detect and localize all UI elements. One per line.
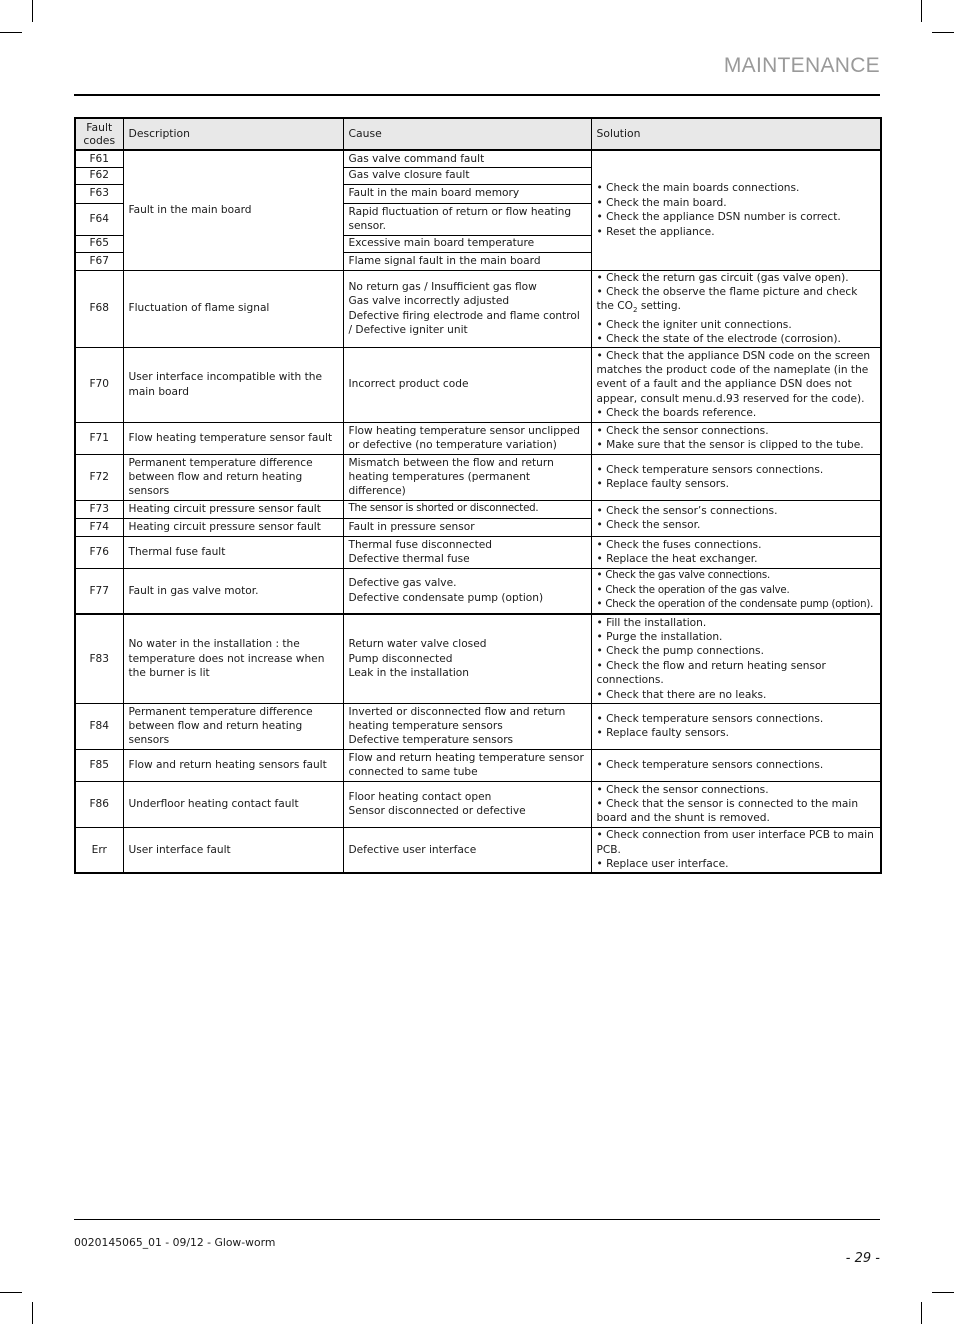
fault-solution xyxy=(591,536,881,568)
document-reference: 0020145065_01 - 09/12 - Glow-worm xyxy=(74,1236,276,1249)
solution-line: • Check that the sensor is connected to the main board and the shunt is removed. xyxy=(596,797,859,825)
solution-line: • Check the sensor’s connections. xyxy=(596,504,778,517)
fault-description: No water in the installation : the temperature does not increase when the burner is lit xyxy=(123,614,343,703)
table-row xyxy=(75,749,881,781)
table-row xyxy=(75,422,881,454)
cause-line: Pump disconnected xyxy=(348,652,453,665)
fault-cause: Flame signal fault in the main board xyxy=(343,252,591,270)
table-row xyxy=(75,500,881,518)
fault-description: Underfloor heating contact fault xyxy=(123,781,343,827)
fault-solution xyxy=(591,454,881,500)
solution-line: • Check the state of the electrode (corrosion). xyxy=(596,333,841,346)
fault-code: F73 xyxy=(75,500,123,518)
cause-line: Gas valve incorrectly adjusted xyxy=(348,295,510,308)
cause-line: Thermal fuse disconnected xyxy=(348,538,493,551)
solution-line: • Check the sensor. xyxy=(596,519,701,532)
fault-solution xyxy=(591,749,881,781)
table-header-row xyxy=(75,118,881,150)
fault-code: F63 xyxy=(75,184,123,203)
crop-mark xyxy=(32,1302,33,1324)
fault-cause: Flow heating temperature sensor unclipped or defective (no temperature variation) xyxy=(343,422,591,454)
solution-line: • Purge the installation. xyxy=(596,631,723,644)
cause-line: Defective temperature sensors xyxy=(348,734,514,747)
fault-description: User interface incompatible with the main board xyxy=(123,347,343,422)
cause-line: Defective thermal fuse xyxy=(348,553,470,566)
fault-cause: Fault in the main board memory xyxy=(343,184,591,203)
solution-line: • Check the main board. xyxy=(596,196,727,209)
crop-mark xyxy=(0,32,22,33)
fault-solution xyxy=(591,422,881,454)
fault-description: Fault in gas valve motor. xyxy=(123,568,343,614)
fault-cause xyxy=(343,568,591,614)
fault-cause: Mismatch between the flow and return heating temperatures (permanent difference) xyxy=(343,454,591,500)
fault-cause: Fault in pressure sensor xyxy=(343,518,591,536)
fault-description: Permanent temperature difference between flow and return heating sensors xyxy=(123,703,343,749)
fault-code: F71 xyxy=(75,422,123,454)
fault-cause xyxy=(343,703,591,749)
table-row xyxy=(75,827,881,873)
fault-description: Thermal fuse fault xyxy=(123,536,343,568)
crop-mark xyxy=(0,1292,22,1293)
fault-code: F86 xyxy=(75,781,123,827)
solution-line: • Check the appliance DSN number is correct. xyxy=(596,211,841,224)
fault-solution xyxy=(591,150,881,270)
solution-line: • Check that the appliance DSN code on the screen matches the product code of the nameplate (in the event of a fault and the appliance DSN does not appear, consult menu.d.93 reserved for the code). xyxy=(596,349,871,405)
cause-line: No return gas / Insufficient gas flow xyxy=(348,280,537,293)
fault-description: Flow and return heating sensors fault xyxy=(123,749,343,781)
solution-line: • Replace the heat exchanger. xyxy=(596,553,758,566)
fault-cause: Defective user interface xyxy=(343,827,591,873)
table-row xyxy=(75,150,881,167)
table-row xyxy=(75,347,881,422)
solution-line: • Check the pump connections. xyxy=(596,645,764,658)
solution-line: • Check the return gas circuit (gas valve open). xyxy=(596,271,849,284)
solution-line: • Check temperature sensors connections. xyxy=(596,758,824,771)
fault-description: Heating circuit pressure sensor fault xyxy=(123,500,343,518)
table-row xyxy=(75,270,881,347)
solution-line: • Replace faulty sensors. xyxy=(596,478,730,491)
solution-line: • Fill the installation. xyxy=(596,616,707,629)
cause-line: Leak in the installation xyxy=(348,667,469,680)
crop-mark xyxy=(921,0,922,22)
fault-description: User interface fault xyxy=(123,827,343,873)
table-row xyxy=(75,454,881,500)
crop-mark xyxy=(921,1302,922,1324)
fault-solution xyxy=(591,827,881,873)
fault-code: F84 xyxy=(75,703,123,749)
fault-cause: Flow and return heating temperature sensor connected to same tube xyxy=(343,749,591,781)
fault-description: Heating circuit pressure sensor fault xyxy=(123,518,343,536)
fault-solution xyxy=(591,270,881,347)
solution-line xyxy=(597,285,876,318)
fault-code: F77 xyxy=(75,568,123,614)
solution-line: • Check the main boards connections. xyxy=(596,182,800,195)
cause-line: Defective firing electrode and flame control / Defective igniter unit xyxy=(348,309,580,336)
fault-code: F67 xyxy=(75,252,123,270)
header-fault-codes: Fault codes xyxy=(75,118,123,150)
fault-solution xyxy=(591,347,881,422)
fault-code: F74 xyxy=(75,518,123,536)
header-cause: Cause xyxy=(343,118,591,150)
solution-line: • Check temperature sensors connections. xyxy=(596,463,824,476)
crop-mark xyxy=(932,1292,954,1293)
solution-line: • Replace user interface. xyxy=(596,858,729,871)
fault-cause: Excessive main board temperature xyxy=(343,235,591,252)
fault-code: F61 xyxy=(75,150,123,167)
solution-text: setting. xyxy=(637,300,681,313)
solution-line: • Check the boards reference. xyxy=(596,407,757,420)
cause-line: Floor heating contact open xyxy=(348,790,492,803)
crop-mark xyxy=(932,32,954,33)
cause-line: Defective gas valve. xyxy=(348,577,457,590)
fault-cause xyxy=(343,614,591,703)
table-row xyxy=(75,781,881,827)
fault-code: F85 xyxy=(75,749,123,781)
table-row xyxy=(75,568,881,614)
fault-cause xyxy=(343,270,591,347)
fault-cause: The sensor is shorted or disconnected. xyxy=(343,500,591,518)
fault-description: Fluctuation of flame signal xyxy=(123,270,343,347)
footer-divider xyxy=(74,1219,880,1220)
fault-cause xyxy=(343,781,591,827)
solution-line: • Check the flow and return heating sensor connections. xyxy=(596,659,826,687)
solution-line: • Check that there are no leaks. xyxy=(596,688,767,701)
table-row xyxy=(75,703,881,749)
crop-mark xyxy=(32,0,33,22)
fault-codes-table xyxy=(74,117,882,874)
solution-line: • Check the fuses connections. xyxy=(596,538,762,551)
solution-line: • Check connection from user interface PCB to main PCB. xyxy=(596,829,874,856)
solution-line: • Check the sensor connections. xyxy=(596,424,769,437)
fault-code: F72 xyxy=(75,454,123,500)
fault-solution xyxy=(591,614,881,703)
fault-code: F68 xyxy=(75,270,123,347)
fault-cause: Rapid fluctuation of return or flow heating sensor. xyxy=(343,203,591,235)
fault-solution xyxy=(591,781,881,827)
solution-line: • Check temperature sensors connections. xyxy=(596,712,824,725)
co2-subscript: 2 xyxy=(633,306,638,315)
solution-text: • Check the observe the flame picture and check the CO xyxy=(596,285,858,313)
fault-cause: Gas valve closure fault xyxy=(343,167,591,184)
fault-code: F76 xyxy=(75,536,123,568)
header-solution: Solution xyxy=(591,118,881,150)
header-divider xyxy=(74,94,880,96)
fault-cause: Incorrect product code xyxy=(343,347,591,422)
fault-solution xyxy=(591,703,881,749)
page-number: - 29 - xyxy=(845,1251,880,1266)
fault-solution xyxy=(591,500,881,536)
solution-line: • Check the operation of the gas valve. xyxy=(596,584,790,596)
fault-description: Permanent temperature difference between flow and return heating sensors xyxy=(123,454,343,500)
solution-line: • Check the sensor connections. xyxy=(596,783,769,796)
fault-cause xyxy=(343,536,591,568)
page-title: MAINTENANCE xyxy=(723,54,880,77)
fault-code: F65 xyxy=(75,235,123,252)
fault-description: Fault in the main board xyxy=(123,150,343,270)
table-row xyxy=(75,536,881,568)
cause-line: Sensor disconnected or defective xyxy=(348,805,526,818)
fault-code: F83 xyxy=(75,614,123,703)
solution-line: • Replace faulty sensors. xyxy=(596,727,730,740)
cause-line: Return water valve closed xyxy=(348,638,487,651)
solution-line: • Make sure that the sensor is clipped to the tube. xyxy=(596,439,864,452)
fault-code: Err xyxy=(75,827,123,873)
solution-line: • Check the operation of the condensate pump (option). xyxy=(596,599,874,611)
cause-line: Defective condensate pump (option) xyxy=(348,591,544,604)
fault-code: F70 xyxy=(75,347,123,422)
fault-code: F64 xyxy=(75,203,123,235)
table-row xyxy=(75,614,881,703)
solution-line: • Reset the appliance. xyxy=(596,225,715,238)
cause-line: Inverted or disconnected flow and return heating temperature sensors xyxy=(348,705,566,732)
fault-description: Flow heating temperature sensor fault xyxy=(123,422,343,454)
header-description: Description xyxy=(123,118,343,150)
solution-line: • Check the gas valve connections. xyxy=(596,570,771,582)
fault-cause: Gas valve command fault xyxy=(343,150,591,167)
fault-code: F62 xyxy=(75,167,123,184)
fault-solution xyxy=(591,568,881,614)
solution-line: • Check the igniter unit connections. xyxy=(596,318,792,331)
